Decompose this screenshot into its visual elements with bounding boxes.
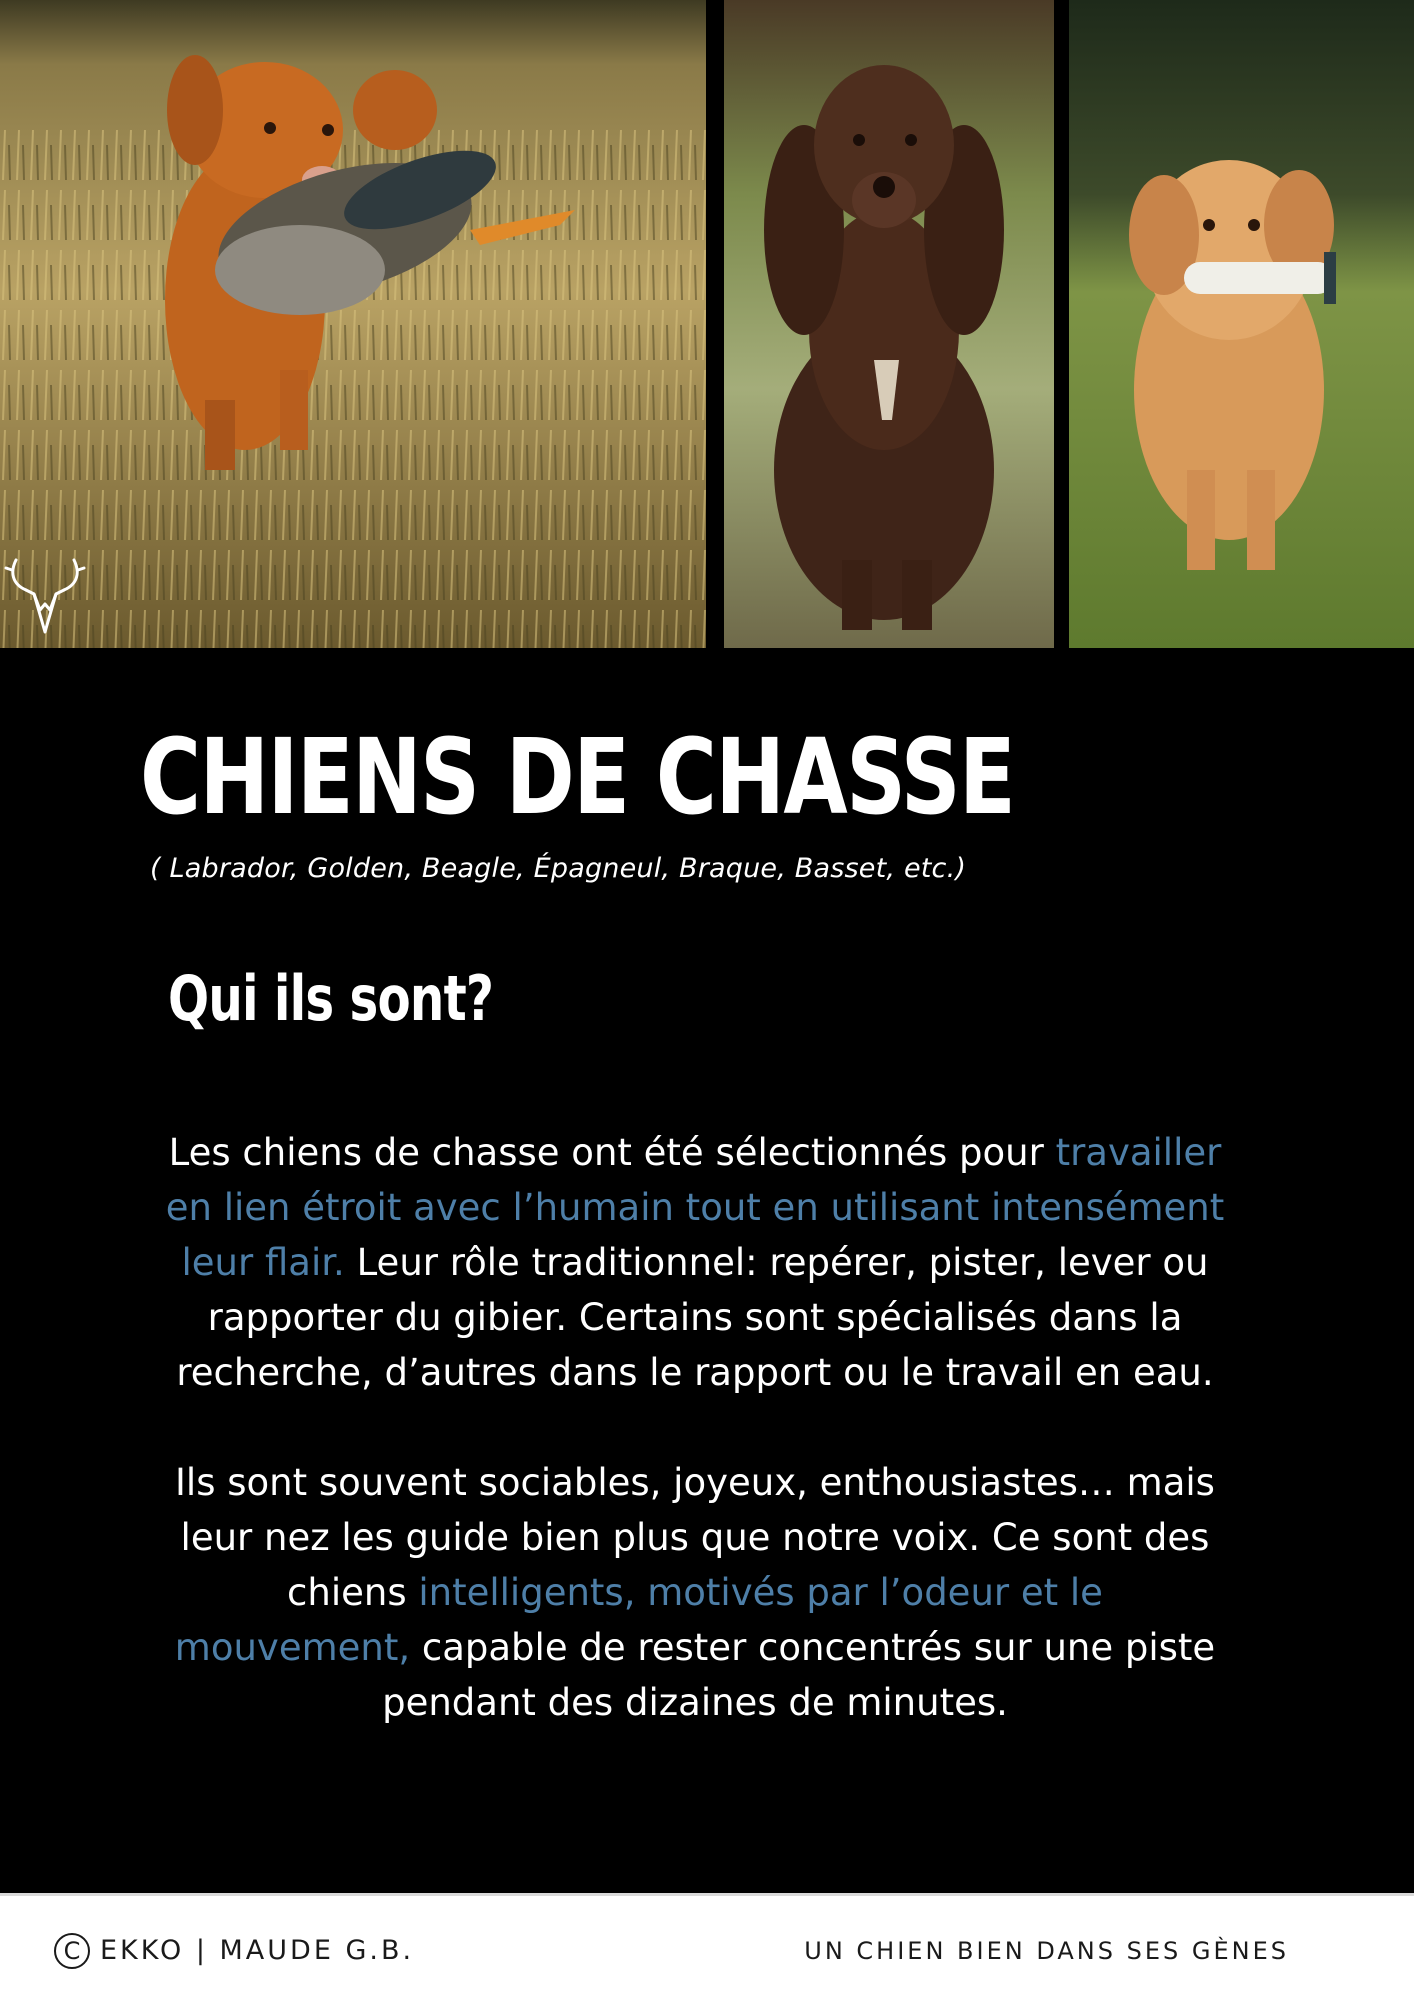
paragraph-line: pendant des dizaines de minutes. bbox=[382, 1681, 1008, 1724]
deer-head-icon bbox=[4, 558, 86, 642]
highlight-text: travailler bbox=[1055, 1131, 1222, 1174]
highlight-text: en lien étroit avec l’humain tout en utilisant intensément bbox=[165, 1186, 1225, 1229]
paragraph-line: leur nez les guide bien plus que notre voix. Ce sont des bbox=[180, 1516, 1210, 1559]
text-span: chiens bbox=[287, 1571, 419, 1614]
breed-list-subtitle: ( Labrador, Golden, Beagle, Épagneul, Braque, Basset, etc.) bbox=[150, 853, 967, 884]
footer-author: EKKO | MAUDE G.B. bbox=[100, 1935, 415, 1966]
paragraph-line bbox=[140, 1565, 1250, 1620]
photo-golden-running bbox=[1069, 0, 1414, 648]
paragraph-line bbox=[140, 1235, 1250, 1290]
text-span: Leur rôle traditionnel: repérer, pister, lever ou bbox=[344, 1241, 1209, 1284]
highlight-text: leur flair. bbox=[181, 1241, 345, 1284]
text-span: capable de rester concentrés sur une piste bbox=[410, 1626, 1216, 1669]
page-title: CHIENS DE CHASSE bbox=[140, 716, 1015, 838]
section-heading: Qui ils sont? bbox=[168, 962, 494, 1035]
photo-retriever-duck bbox=[0, 0, 706, 648]
paragraph-line: rapporter du gibier. Certains sont spécialisés dans la bbox=[207, 1296, 1183, 1339]
paragraph-traits bbox=[140, 1455, 1250, 1730]
highlight-text: mouvement, bbox=[174, 1626, 411, 1669]
text-span: Les chiens de chasse ont été sélectionnés pour bbox=[168, 1131, 1056, 1174]
footer bbox=[0, 1893, 1414, 2000]
highlight-text: intelligents, motivés par l’odeur et le bbox=[418, 1571, 1103, 1614]
footer-tagline: UN CHIEN BIEN DANS SES GÈNES bbox=[804, 1937, 1289, 1965]
paragraph-intro bbox=[140, 1125, 1250, 1400]
copyright-icon: C bbox=[54, 1933, 90, 1969]
paragraph-line: recherche, d’autres dans le rapport ou le travail en eau. bbox=[176, 1351, 1214, 1394]
paragraph-line bbox=[140, 1125, 1250, 1180]
photo-spaniel-sitting bbox=[724, 0, 1054, 648]
paragraph-line bbox=[140, 1620, 1250, 1675]
paragraph-line: Ils sont souvent sociables, joyeux, enthousiastes… mais bbox=[175, 1461, 1215, 1504]
